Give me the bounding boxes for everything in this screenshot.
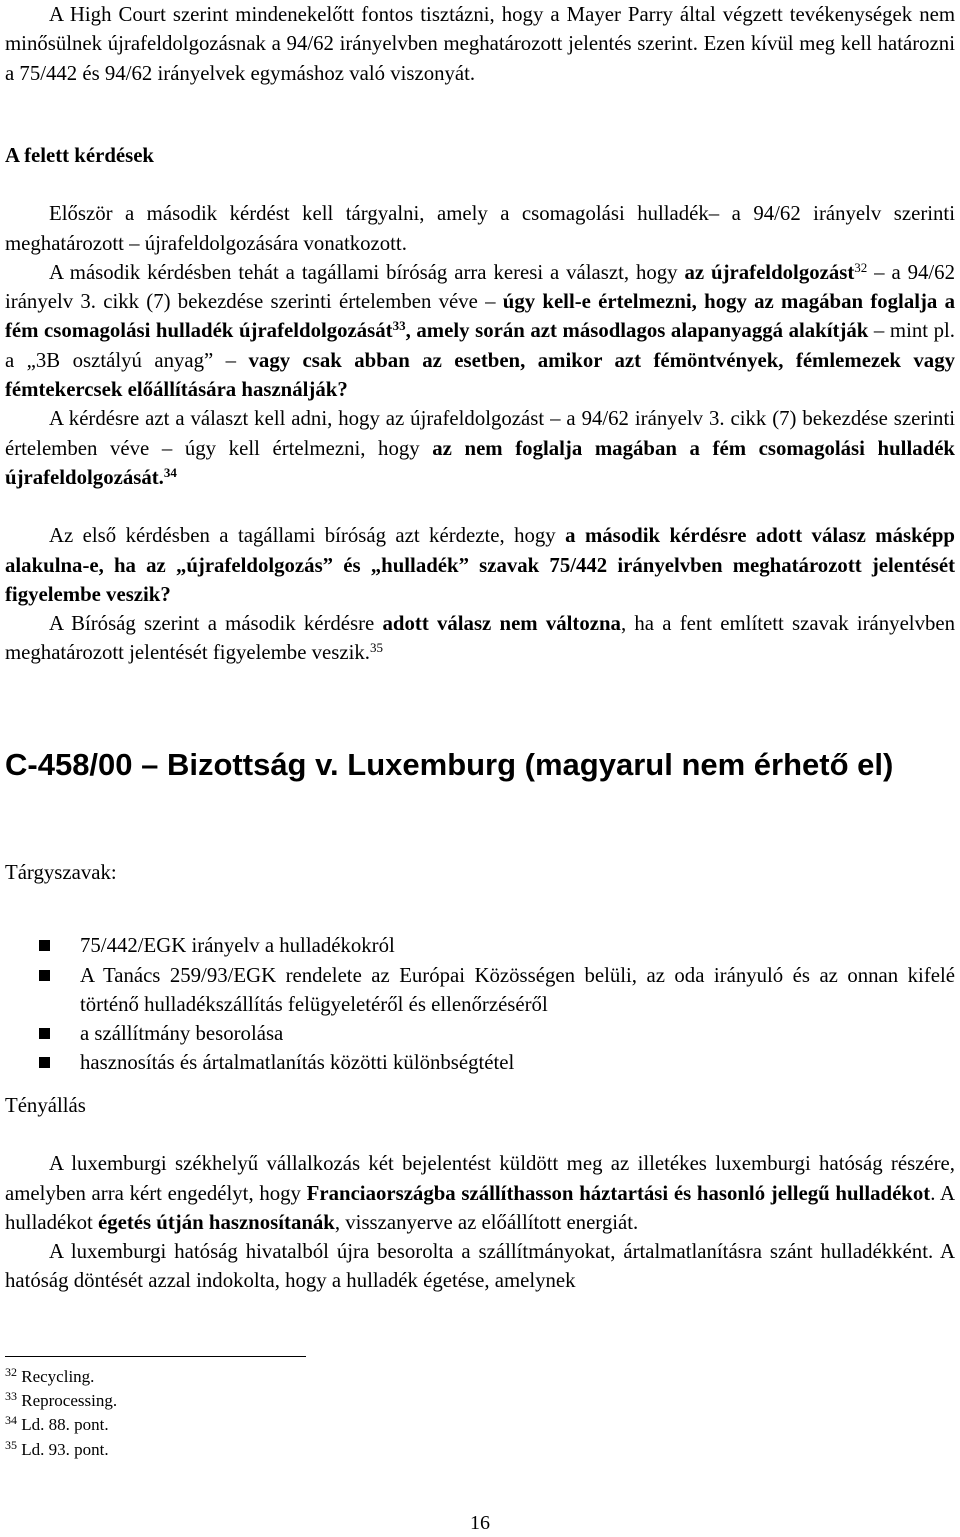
case-title: C-458/00 – Bizottság v. Luxemburg (magyarul nem érhető el) xyxy=(5,747,894,782)
intro-paragraph: A High Court szerint mindenekelőtt fontos tisztázni, hogy a Mayer Parry által végzett tevékenységek nem minősülnek újrafeldolgozásnak a 94/62 irányelvben meghatározott jelentés szerint. Ezen kívül meg kell határozni a 75/442 és 94/62 irányelvek egymáshoz való viszonyát. xyxy=(5,3,955,85)
bullet-square-icon xyxy=(39,940,50,951)
bullet-square-icon xyxy=(39,970,50,981)
list-item: A Tanács 259/93/EGK rendelete az Európai Közösségen belüli, az oda irányuló és az onnan kifelé történő hulladékszállítás felügyeletéről és ellenőrzéséről xyxy=(5,961,955,1020)
list-item: a szállítmány besorolása xyxy=(5,1019,955,1048)
facts-heading: Tényállás xyxy=(5,1094,86,1117)
paragraph: A kérdésre azt a választ kell adni, hogy az újrafeldolgozást – a 94/62 irányelv 3. cikk (7) bekezdése szerinti értelemben véve – úgy kell értelmezni, hogy az nem foglalja magában a fém csomagolási hulladék újrafeldolgozását.$^{34}$ xyxy=(5,407,955,489)
facts-block xyxy=(5,1091,955,1296)
section-heading: A felett kérdések xyxy=(5,144,155,167)
footnote: $^{34}$ Ld. 88. pont. xyxy=(5,1413,109,1435)
paragraph: A második kérdésben tehát a tagállami bíróság arra keresi a választ, hogy az újrafeldolgozást$^{32}$ – a 94/62 irányelv 3. cikk (7) bekezdése szerinti értelemben véve – úgy kell-e értelmezni, hogy az magában foglalja a fém csomagolási hulladék újrafeldolgozását$^{33}$, amely során azt másodlagos alapanyaggá alakítják – mint pl. a „3B osztályú anyag” – vagy csak abban az esetben, amikor azt fémöntvények, fémlemezek vagy fémtekercsek előállítására használják? xyxy=(5,259,955,402)
list-item: hasznosítás és ártalmatlanítás közötti különbségtétel xyxy=(5,1048,955,1077)
footnote-ref: 34 xyxy=(163,464,177,480)
bullet-square-icon xyxy=(39,1057,50,1068)
paragraph: Az első kérdésben a tagállami bíróság azt kérdezte, hogy a második kérdésre adott válasz másképp alakulna-e, ha az „újrafeldolgozás” és „hulladék” szavak 75/442 irányelvben meghatározott jelentését figyelembe veszik? xyxy=(5,524,956,606)
subjects-block xyxy=(5,858,955,1078)
footnote: $^{33}$ Reprocessing. xyxy=(5,1389,118,1411)
paragraph: A luxemburgi székhelyű vállalkozás két bejelentést küldött meg az illetékes luxemburgi hatóság részére, amelyben arra kért engedélyt, hogy Franciaországba szállíthasson háztartási és hasonló jellegű hulladékot. A hulladékot égetés útján hasznosítanák, visszanyerve az előállított energiát. xyxy=(5,1152,955,1234)
footnote-ref: 33 xyxy=(392,318,406,334)
case-section xyxy=(5,746,955,783)
footnote-separator xyxy=(5,1356,306,1357)
subjects-list xyxy=(5,931,955,1077)
footnote-ref: 32 xyxy=(854,259,868,275)
section-questions xyxy=(5,141,955,668)
paragraph: A Bíróság szerint a második kérdésre adott válasz nem változna, ha a fent említett szavak irányelvben meghatározott jelentését figyelembe veszik.$^{35}$ xyxy=(5,612,955,665)
footnote: $^{32}$ Recycling. xyxy=(5,1365,95,1386)
subjects-heading: Tárgyszavak: xyxy=(5,861,117,884)
paragraph: Először a második kérdést kell tárgyalni, amely a csomagolási hulladék– a 94/62 irányelv szerinti meghatározott – újrafeldolgozására vonatkozott. xyxy=(5,202,955,255)
paragraph: A luxemburgi hatóság hivatalból újra besorolta a szállítmányokat, ártalmatlanításra szánt hulladékként. A hatóság döntését azzal indokolta, hogy a hulladék égetése, amelynek xyxy=(5,1240,955,1293)
footnote: $^{35}$ Ld. 93. pont. xyxy=(5,1437,109,1459)
list-item: 75/442/EGK irányelv a hulladékokról xyxy=(5,931,955,960)
footnote-ref: 35 xyxy=(369,640,383,656)
footnotes xyxy=(5,1365,117,1462)
bullet-square-icon xyxy=(39,1028,50,1039)
page-number: 16 xyxy=(470,1512,490,1534)
